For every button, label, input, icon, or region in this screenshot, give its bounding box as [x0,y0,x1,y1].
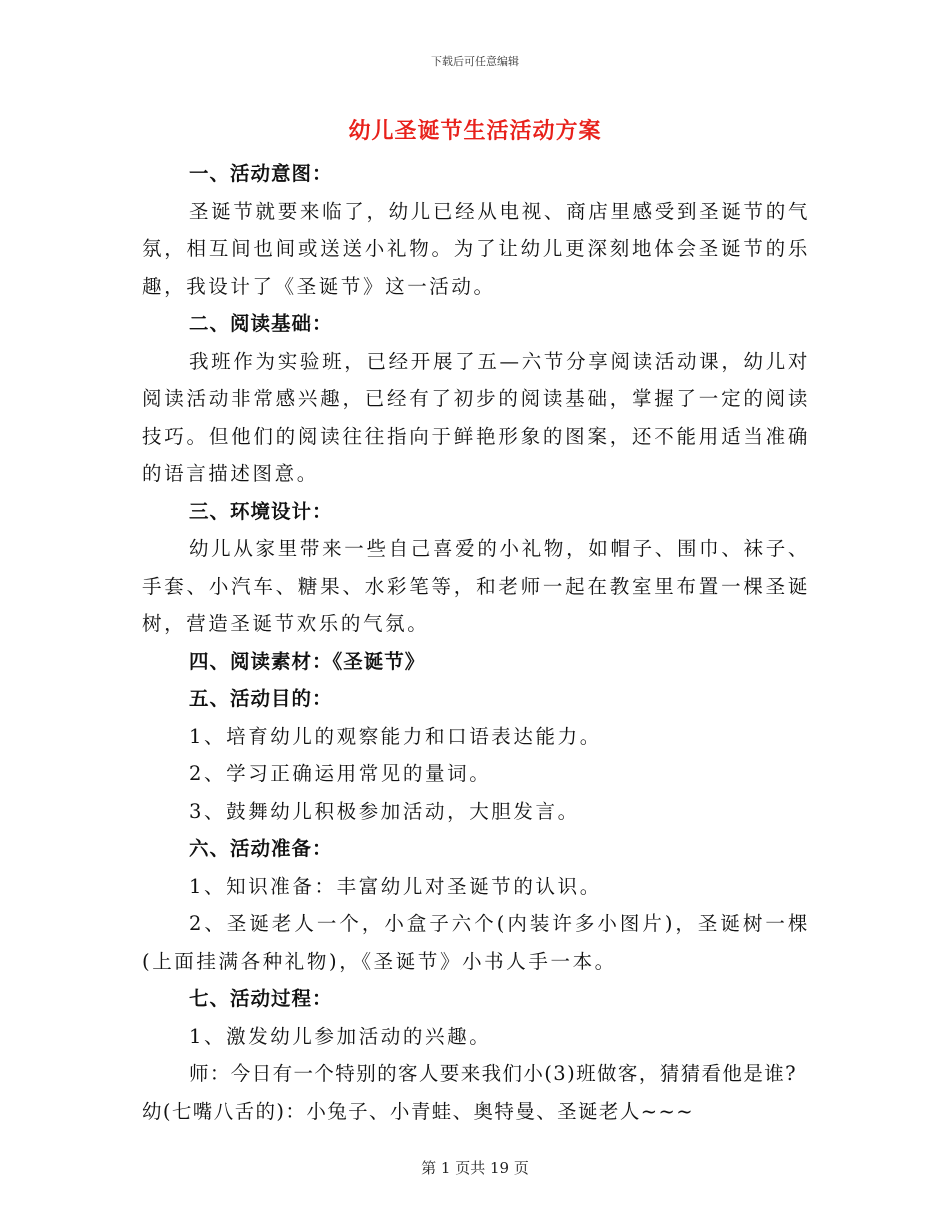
document-body [142,155,810,1130]
section-heading: 三、环境设计： [189,499,333,523]
paragraph: 2、学习正确运用常见的量词。 [189,762,492,785]
paragraph: 师：今日有一个特别的客人要来我们小(3)班做客，猜猜看他是谁? [189,1062,797,1085]
paragraph: 幼儿从家里带来一些自己喜爱的小礼物，如帽子、围巾、袜子、手套、小汽车、糖果、水彩笔等，和老师一起在教室里布置一棵圣诞树，营造圣诞节欢乐的气氛。 [142,537,810,635]
page-footer: 第 1 页共 19 页 [421,1159,529,1177]
page-header: 下载后可任意编辑 [431,55,519,68]
paragraph: 幼(七嘴八舌的)：小兔子、小青蛙、奥特曼、圣诞老人~~~ [142,1099,694,1123]
paragraph: 1、培育幼儿的观察能力和口语表达能力。 [189,724,602,748]
section-heading: 七、活动过程： [189,987,333,1010]
section-heading: 五、活动目的： [189,687,333,710]
paragraph: 圣诞节就要来临了，幼儿已经从电视、商店里感受到圣诞节的气氛，相互间也间或送送小礼物。为了让幼儿更深刻地体会圣诞节的乐趣，我设计了《圣诞节》这一活动。 [142,199,810,298]
paragraph: 3、鼓舞幼儿积极参加活动，大胆发言。 [189,799,580,823]
section-heading: 四、阅读素材：《圣诞节》 [189,649,426,673]
section-heading: 一、活动意图： [189,162,333,185]
paragraph: 1、知识准备：丰富幼儿对圣诞节的认识。 [189,874,602,898]
document-title: 幼儿圣诞节生活活动方案 [348,118,602,144]
paragraph: 2、圣诞老人一个，小盒子六个(内装许多小图片)，圣诞树一棵(上面挂满各种礼物)，《圣诞节》小书人手一本。 [142,912,810,973]
section-heading: 二、阅读基础： [189,312,333,335]
paragraph: 1、激发幼儿参加活动的兴趣。 [189,1024,492,1048]
paragraph: 我班作为实验班，已经开展了五—六节分享阅读活动课，幼儿对阅读活动非常感兴趣，已经有了初步的阅读基础，掌握了一定的阅读技巧。但他们的阅读往往指向于鲜艳形象的图案，还不能用适当准确的语言描述图意。 [142,349,810,485]
section-heading: 六、活动准备： [189,837,333,860]
